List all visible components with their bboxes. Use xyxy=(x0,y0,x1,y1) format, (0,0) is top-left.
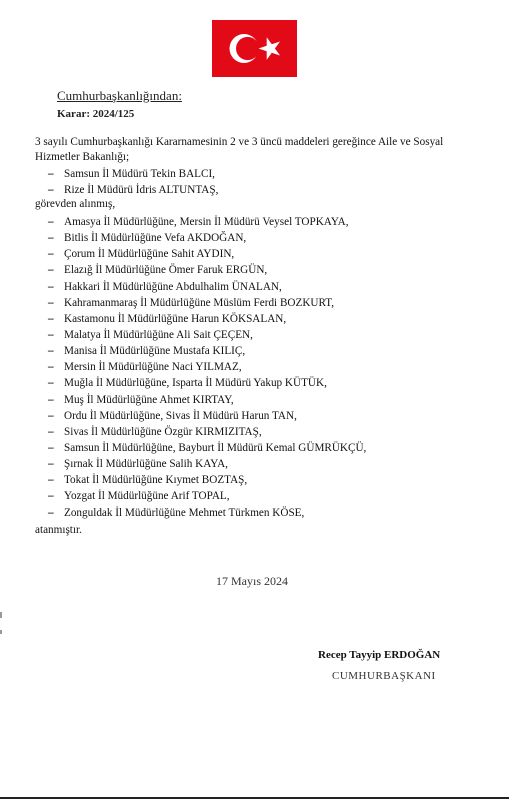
decision-number: Karar: 2024/125 xyxy=(57,108,135,120)
list-dash: – xyxy=(48,312,54,325)
list-dash: – xyxy=(48,216,54,228)
list-dash: – xyxy=(48,490,54,503)
list-item-text: Mersin İl Müdürlüğüne Naci YILMAZ, xyxy=(64,361,242,374)
intro-paragraph: 3 sayılı Cumhurbaşkanlığı Kararnamesinin 2 ve 3 üncü maddeleri gereğince Aile ve Sosyal Hizmetler Bakanlığı; xyxy=(35,136,444,163)
appointed-official-item xyxy=(48,488,366,504)
appointed-official-item xyxy=(48,246,366,262)
appointed-official-item xyxy=(48,472,366,488)
removed-officials-list xyxy=(48,166,218,198)
list-dash: – xyxy=(48,248,54,261)
list-item-text: Samsun İl Müdürü Tekin BALCI, xyxy=(64,168,215,180)
list-item-text: Kastamonu İl Müdürlüğüne Harun KÖKSALAN, xyxy=(64,312,287,325)
issuer-heading: Cumhurbaşkanlığından: xyxy=(57,88,182,103)
list-dash: – xyxy=(48,377,54,390)
appointed-official-item xyxy=(48,343,366,359)
removed-official-item xyxy=(48,182,218,198)
list-dash: – xyxy=(48,441,54,454)
list-item-text: Yozgat İl Müdürlüğüne Arif TOPAL, xyxy=(64,490,230,503)
document-date: 17 Mayıs 2024 xyxy=(216,574,288,588)
list-item-text: Tokat İl Müdürlüğüne Kıymet BOZTAŞ, xyxy=(64,474,248,487)
appointed-official-item xyxy=(48,440,366,456)
list-dash: – xyxy=(48,474,54,487)
list-dash: – xyxy=(48,425,54,438)
list-item-text: Samsun İl Müdürlüğüne, Bayburt İl Müdürü Kemal GÜMRÜKÇÜ, xyxy=(64,441,367,454)
list-dash: – xyxy=(48,328,54,341)
appointed-official-item xyxy=(48,424,366,440)
scan-mark xyxy=(0,630,2,634)
appointed-official-item xyxy=(48,295,366,311)
list-dash: – xyxy=(48,232,54,245)
list-item-text: Hakkari İl Müdürlüğüne Abdulhalim ÜNALAN, xyxy=(64,280,282,293)
appointed-label: atanmıştır. xyxy=(35,524,82,536)
removed-official-item xyxy=(48,166,218,182)
list-dash: – xyxy=(48,361,54,374)
list-item-text: Zonguldak İl Müdürlüğüne Mehmet Türkmen KÖSE, xyxy=(64,506,305,519)
list-dash: – xyxy=(48,458,54,471)
list-item-text: Manisa İl Müdürlüğüne Mustafa KILIÇ, xyxy=(64,345,246,358)
appointed-official-item xyxy=(48,359,366,375)
list-dash: – xyxy=(48,506,54,519)
list-item-text: Muş İl Müdürlüğüne Ahmet KIRTAY, xyxy=(64,393,234,406)
signatory-title: CUMHURBAŞKANI xyxy=(332,670,436,682)
removed-label: görevden alınmış, xyxy=(35,198,116,210)
list-item-text: Kahramanmaraş İl Müdürlüğüne Müslüm Ferdi BOZKURT, xyxy=(64,296,335,309)
scan-mark xyxy=(0,612,2,618)
appointed-official-item xyxy=(48,392,366,408)
list-item-text: Amasya İl Müdürlüğüne, Mersin İl Müdürü Veysel TOPKAYA, xyxy=(64,216,349,228)
appointed-official-item xyxy=(48,375,366,391)
list-dash: – xyxy=(48,345,54,358)
list-dash: – xyxy=(48,264,54,277)
list-item-text: Ordu İl Müdürlüğüne, Sivas İl Müdürü Harun TAN, xyxy=(64,409,297,422)
appointed-official-item xyxy=(48,456,366,472)
list-dash: – xyxy=(48,393,54,406)
list-item-text: Şırnak İl Müdürlüğüne Salih KAYA, xyxy=(64,458,228,471)
turkish-flag-icon xyxy=(212,20,297,77)
list-item-text: Malatya İl Müdürlüğüne Ali Sait ÇEÇEN, xyxy=(64,328,253,341)
list-dash: – xyxy=(48,409,54,422)
page-bottom-border xyxy=(0,797,509,799)
list-item-text: Bitlis İl Müdürlüğüne Vefa AKDOĞAN, xyxy=(64,232,247,245)
list-item-text: Elazığ İl Müdürlüğüne Ömer Faruk ERGÜN, xyxy=(64,264,268,277)
signatory-name: Recep Tayyip ERDOĞAN xyxy=(318,649,441,661)
appointed-official-item xyxy=(48,311,366,327)
appointed-official-item xyxy=(48,408,366,424)
list-dash: – xyxy=(48,184,54,196)
list-dash: – xyxy=(48,296,54,309)
appointed-official-item xyxy=(48,214,366,230)
appointed-official-item xyxy=(48,230,366,246)
appointed-official-item xyxy=(48,279,366,295)
list-dash: – xyxy=(48,168,54,180)
list-item-text: Çorum İl Müdürlüğüne Sahit AYDIN, xyxy=(64,248,235,261)
appointed-officials-list xyxy=(48,214,366,521)
list-item-text: Rize İl Müdürü İdris ALTUNTAŞ, xyxy=(64,184,219,196)
list-dash: – xyxy=(48,280,54,293)
appointed-official-item xyxy=(48,262,366,278)
appointed-official-item xyxy=(48,505,366,521)
list-item-text: Muğla İl Müdürlüğüne, Isparta İl Müdürü Yakup KÜTÜK, xyxy=(64,377,327,390)
list-item-text: Sivas İl Müdürlüğüne Özgür KIRMIZITAŞ, xyxy=(64,425,262,438)
appointed-official-item xyxy=(48,327,366,343)
